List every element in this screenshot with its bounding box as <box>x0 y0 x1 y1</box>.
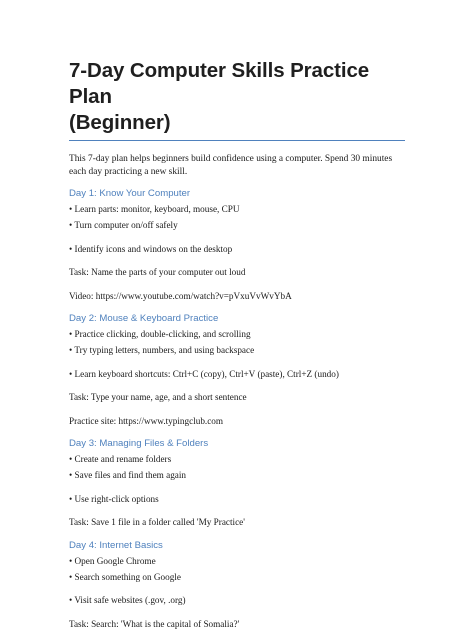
document-page <box>69 58 409 641</box>
day-3-bullet-folders: • Create and rename folders <box>69 454 172 464</box>
day-2-bullet-typing: • Try typing letters, numbers, and using backspace <box>69 345 255 355</box>
day-3-heading: Day 3: Managing Files & Folders <box>69 438 209 449</box>
day-1-heading: Day 1: Know Your Computer <box>69 188 191 199</box>
day-2-section <box>69 313 409 427</box>
day-3-section <box>69 438 409 528</box>
day-2-heading: Day 2: Mouse & Keyboard Practice <box>69 313 219 324</box>
title-line-1: 7-Day Computer Skills Practice Plan <box>69 59 370 108</box>
day-3-task: Task: Save 1 file in a folder called 'My Practice' <box>69 517 245 527</box>
day-1-bullet-power: • Turn computer on/off safely <box>69 220 178 230</box>
day-4-heading: Day 4: Internet Basics <box>69 539 163 551</box>
day-4-bullet-safe-sites: • Visit safe websites (.gov, .org) <box>69 595 186 605</box>
day-4-bullet-chrome: • Open Google Chrome <box>69 555 156 566</box>
intro-paragraph: This 7-day plan helps beginners build confidence using a computer. Spend 30 minutes each day practicing a new skill. <box>69 154 393 177</box>
day-3-bullet-right-click: • Use right-click options <box>69 493 159 504</box>
title-underline-rule <box>69 140 405 141</box>
day-2-bullet-shortcuts: • Learn keyboard shortcuts: Ctrl+C (copy), Ctrl+V (paste), Ctrl+Z (undo) <box>69 368 339 379</box>
day-2-task: Task: Type your name, age, and a short sentence <box>69 392 247 402</box>
day-4-task: Task: Search: 'What is the capital of Somalia?' <box>69 618 240 629</box>
day-1-video-link[interactable]: Video: https://www.youtube.com/watch?v=pVxuVvWvYbA <box>69 290 292 301</box>
day-1-bullet-parts: • Learn parts: monitor, keyboard, mouse, CPU <box>69 204 240 214</box>
day-4-bullet-search: • Search something on Google <box>69 571 181 582</box>
day-2-practice-link[interactable]: Practice site: https://www.typingclub.com <box>69 415 224 426</box>
day-1-bullet-icons: • Identify icons and windows on the desktop <box>69 243 233 254</box>
document-title <box>69 58 409 140</box>
day-2-bullet-clicking: • Practice clicking, double-clicking, and scrolling <box>69 329 251 339</box>
title-line-2: (Beginner) <box>69 111 171 134</box>
day-3-bullet-save: • Save files and find them again <box>69 470 187 480</box>
day-4-section <box>69 540 409 630</box>
day-1-section <box>69 188 409 302</box>
day-1-task: Task: Name the parts of your computer out loud <box>69 267 246 277</box>
